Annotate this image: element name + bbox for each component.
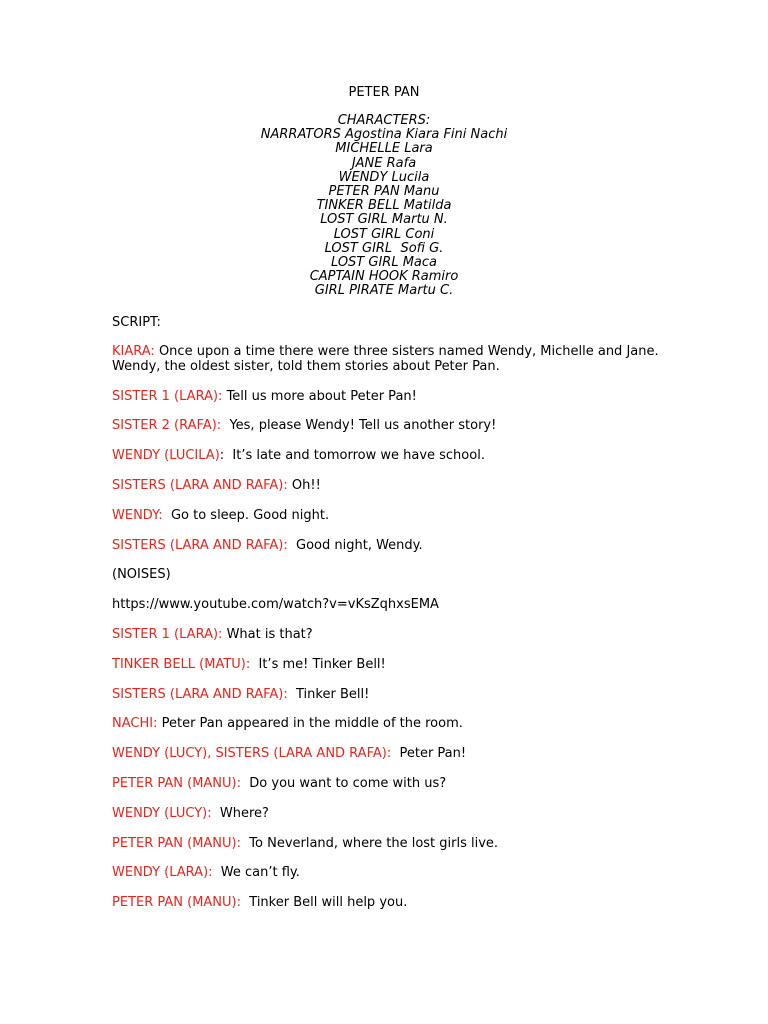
script-line [112, 627, 672, 642]
character-entry: PETER PAN Manu [328, 184, 440, 200]
separator [288, 538, 296, 553]
script-line [112, 895, 672, 910]
separator [163, 508, 171, 523]
speaker-label: PETER PAN (MANU): [112, 895, 242, 911]
speaker-label: WENDY (LUCY), SISTERS (LARA AND RAFA): [112, 746, 392, 762]
speaker-label: NACHI: [112, 716, 158, 732]
script-line [112, 478, 672, 493]
dialogue-text: Do you want to come with us? [249, 775, 447, 791]
script-line [112, 344, 672, 374]
dialogue-text: Go to sleep. Good night. [170, 507, 330, 523]
speaker-label: SISTER 1 (LARA): [112, 626, 223, 642]
script-line [112, 657, 672, 672]
separator [250, 657, 258, 672]
dialogue-text: Peter Pan! [399, 746, 467, 762]
separator [212, 806, 220, 821]
character-entry: LOST GIRL Sofi G. [324, 240, 444, 256]
stage-direction [112, 567, 672, 582]
separator: : [219, 448, 233, 464]
script-line [112, 538, 672, 553]
dialogue-text: We can’t fly. [220, 865, 300, 881]
character-entry: LOST GIRL Martu N. [320, 212, 448, 228]
script-line [112, 746, 672, 761]
dialogue-text: It’s late and tomorrow we have school. [232, 448, 485, 464]
script-line [112, 806, 672, 821]
character-entry: LOST GIRL Maca [330, 255, 437, 271]
script-line [112, 508, 672, 523]
dialogue-text: Once upon a time there were three sisters named Wendy, Michelle and Jane. Wendy, the oldest sister, told them stories about Peter Pan. [112, 344, 659, 374]
speaker-label: WENDY (LUCILA) [112, 448, 220, 464]
character-entry: TINKER BELL Matilda [316, 198, 452, 214]
separator [288, 687, 296, 702]
document-title: PETER PAN [348, 85, 420, 100]
dialogue-text: Tell us more about Peter Pan! [226, 388, 417, 404]
character-entry: JANE Rafa [351, 155, 417, 171]
script-line [112, 776, 672, 791]
dialogue-text: Tinker Bell will help you. [249, 895, 408, 911]
dialogue-text: Tinker Bell! [296, 686, 370, 702]
speaker-label: SISTERS (LARA AND RAFA): [112, 477, 288, 493]
script-line [112, 836, 672, 851]
script-line [112, 448, 672, 463]
speaker-label: SISTER 2 (RAFA): [112, 418, 222, 434]
character-entry: LOST GIRL Coni [333, 226, 435, 242]
script-line [112, 865, 672, 880]
script-heading: SCRIPT: [112, 315, 161, 330]
speaker-label: PETER PAN (MANU): [112, 835, 242, 851]
dialogue-text: Where? [219, 805, 269, 821]
speaker-label: SISTERS (LARA AND RAFA): [112, 686, 288, 702]
speaker-label: SISTER 1 (LARA): [112, 388, 223, 404]
script-line [112, 389, 672, 404]
character-entry: WENDY Lucila [338, 169, 430, 185]
character-entry: GIRL PIRATE Martu C. [314, 283, 454, 299]
speaker-label: WENDY: [112, 507, 163, 523]
dialogue-text: Good night, Wendy. [296, 537, 423, 553]
script-body [112, 315, 672, 925]
character-entry: NARRATORS Agostina Kiara Fini Nachi [260, 127, 508, 143]
stage-direction-text: (NOISES) [112, 567, 171, 583]
dialogue-text: Peter Pan appeared in the middle of the room. [161, 716, 463, 732]
dialogue-text: It’s me! Tinker Bell! [258, 656, 386, 672]
speaker-label: SISTERS (LARA AND RAFA): [112, 537, 288, 553]
speaker-label: WENDY (LUCY): [112, 805, 212, 821]
dialogue-text: Oh!! [291, 477, 321, 493]
script-line [112, 716, 672, 731]
character-list [0, 114, 768, 299]
speaker-label: KIARA: [112, 344, 155, 359]
dialogue-text: What is that? [226, 626, 313, 642]
character-entry: CAPTAIN HOOK Ramiro [309, 269, 459, 285]
script-line [112, 687, 672, 702]
dialogue-text: Yes, please Wendy! Tell us another story! [229, 418, 497, 434]
dialogue-text: To Neverland, where the lost girls live. [249, 835, 499, 851]
speaker-label: PETER PAN (MANU): [112, 775, 242, 791]
speaker-label: TINKER BELL (MATU): [112, 656, 251, 672]
sound-link-text: https://www.youtube.com/watch?v=vKsZqhxsEMA [112, 597, 439, 613]
speaker-label: WENDY (LARA): [112, 865, 213, 881]
separator [213, 865, 221, 880]
characters-heading: CHARACTERS: [337, 113, 431, 128]
character-entry: MICHELLE Lara [335, 141, 433, 157]
script-line [112, 418, 672, 433]
sound-link [112, 597, 672, 612]
